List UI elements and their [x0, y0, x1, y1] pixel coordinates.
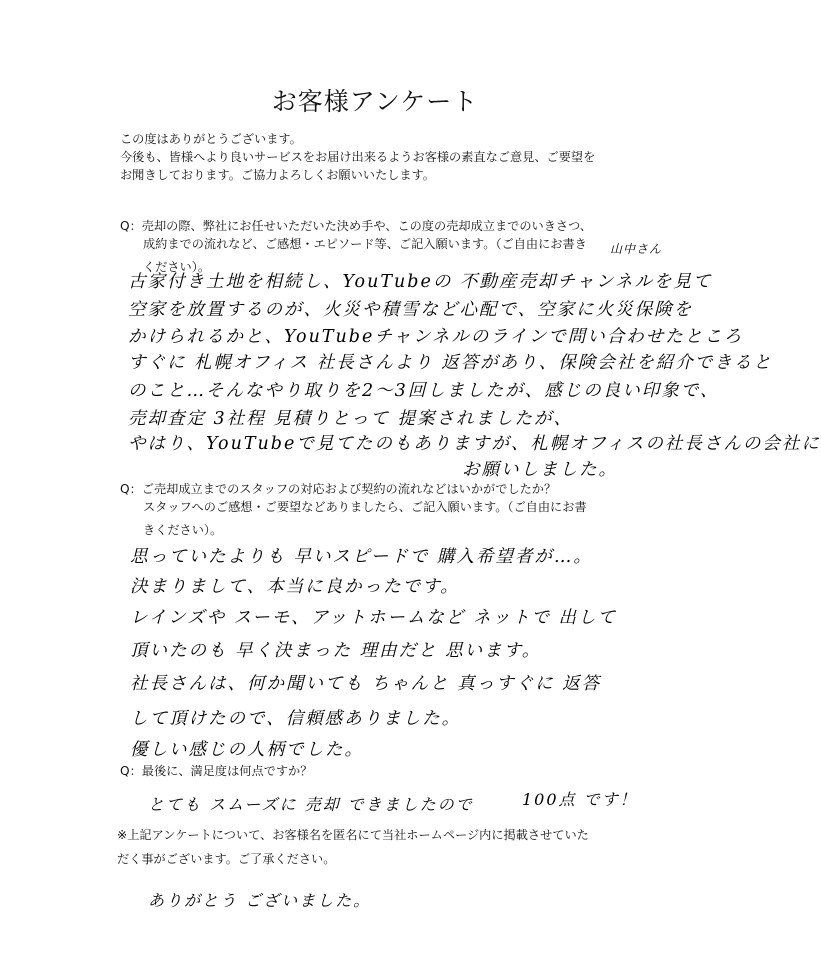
- question-1-label: Q：売却の際、弊社にお任せいただいた決め手や、この度の売却成立までのいきさつ、: [120, 219, 592, 233]
- question-2-continued-2: きください）。: [143, 523, 223, 537]
- intro-text: [120, 130, 595, 184]
- handwritten-answer-line: して頂けたので、信頼感ありました。: [130, 709, 462, 729]
- handwritten-answer-line: 社長さんは、何か聞いても ちゃんと 真っすぐに 返答: [130, 674, 602, 694]
- publication-note: ※上記アンケートについて、お客様名を匿名にて当社ホームページ内に掲載させていた: [117, 828, 589, 842]
- handwritten-answer-line: とても スムーズに 売却 できましたので: [148, 795, 474, 814]
- survey-title: お客様アンケート: [271, 87, 479, 116]
- intro-line: この度はありがとうございます。: [120, 132, 302, 146]
- handwritten-answer-line: 古家付き土地を相続し、YouTubeの 不動産売却チャンネルを見て: [128, 272, 713, 292]
- handwritten-note: 山中さん: [610, 242, 663, 256]
- handwritten-closing: ありがとう ございました。: [148, 891, 372, 910]
- question-2-label: Q：ご売却成立までのスタッフの対応および契約の流れなどはいかがでしたか？: [120, 482, 557, 496]
- intro-line: 今後も、皆様へより良いサービスをお届け出来るようお客様の素直なご意見、ご要望を: [120, 150, 596, 164]
- handwritten-answer-line: のこと…そんなやり取りを2〜3回しましたが、感じの良い印象で、: [128, 381, 720, 401]
- publication-note-continued: だく事がございます。ご了承ください。: [117, 852, 336, 866]
- handwritten-answer-line: 思っていたよりも 早いスピードで 購入希望者が…。: [130, 547, 593, 567]
- handwritten-answer-line: レインズや スーモ、アットホームなど ネットで 出して: [130, 608, 618, 628]
- question-1-continued: 成約までの流れなど、ご感想・エピソード等、ご記入願います。（ご自由にお書き: [143, 237, 587, 251]
- handwritten-answer-line: 頂いたのも 早く決まった 理由だと 思います。: [130, 641, 542, 661]
- intro-line: お聞きしております。ご協力よろしくお願いいたします。: [120, 168, 435, 182]
- handwritten-answer-line: 優しい感じの人柄でした。: [130, 740, 364, 760]
- handwritten-answer-line: やはり、YouTubeで見てたのもありますが、札幌オフィスの社長さんの会社に: [128, 434, 821, 454]
- handwritten-answer-line: 売却査定 3社程 見積りとって 提案されましたが、: [128, 409, 573, 429]
- question-2-continued: スタッフへのご感想・ご要望などありましたら、ご記入願います。（ご自由にお書: [143, 500, 587, 514]
- handwritten-answer-line: お願いしました。: [462, 460, 618, 480]
- handwritten-answer-line: かけられるかと、YouTubeチャンネルのラインで問い合わせたところ: [128, 327, 744, 347]
- handwritten-score: 100点 です！: [522, 790, 638, 809]
- handwritten-answer-line: すぐに 札幌オフィス 社長さんより 返答があり、保険会社を紹介できると: [128, 353, 773, 373]
- question-3-label: Q：最後に、満足度は何点ですか？: [120, 764, 313, 778]
- handwritten-answer-line: 決まりまして、本当に良かったです。: [130, 577, 460, 597]
- question-1-continued-2: ください）。: [143, 260, 211, 274]
- handwritten-answer-line: 空家を放置するのが、火災や積雪など心配で、空家に火災保険を: [128, 300, 694, 320]
